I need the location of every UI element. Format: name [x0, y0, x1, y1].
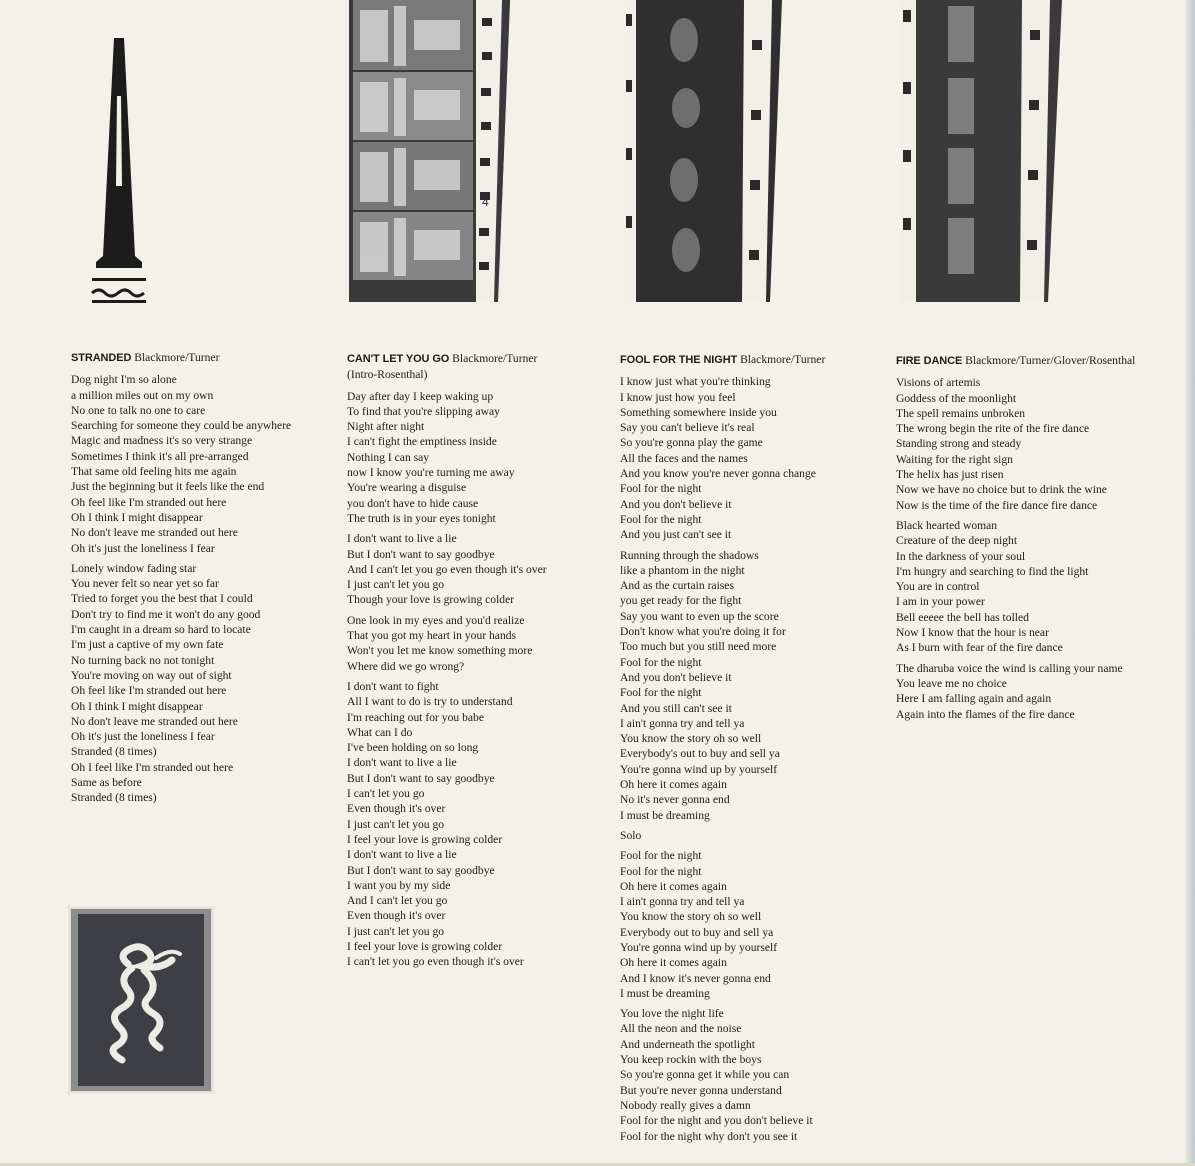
- lyric-line: I must be dreaming: [620, 808, 710, 822]
- film-strip-1: [346, 0, 510, 302]
- stanza: [620, 548, 860, 823]
- lyric-line: To find that you're slipping away: [347, 404, 500, 418]
- song-credits: Blackmore/Turner: [740, 353, 826, 366]
- lyric-line: Goddess of the moonlight: [896, 391, 1017, 405]
- lyric-line: Dog night I'm so alone: [71, 373, 177, 387]
- lyric-line: like a phantom in the night: [620, 563, 745, 577]
- lyric-line: You never felt so near yet so far: [71, 577, 219, 591]
- lyric-line: Even though it's over: [347, 909, 446, 923]
- lyrics-column-fire-dance: [896, 353, 1166, 727]
- lyric-line: Everybody's out to buy and sell ya: [620, 747, 780, 761]
- stanza: [347, 613, 587, 674]
- lyric-line: I feel your love is growing colder: [347, 939, 503, 953]
- lyric-line: I don't want to live a lie: [347, 848, 457, 862]
- lyric-line: That you got my heart in your hands: [347, 629, 517, 643]
- lyric-line: I feel your love is growing colder: [347, 832, 503, 846]
- song-title: FIRE DANCE: [896, 355, 963, 367]
- song-title: STRANDED: [71, 352, 132, 364]
- lyric-line: I don't want to live a lie: [347, 756, 457, 770]
- film-strip-2: [622, 0, 782, 302]
- lyric-line: What can I do: [347, 725, 413, 739]
- lyric-line: Won't you let me know something more: [347, 644, 533, 658]
- lyric-line: Say you want to even up the score: [620, 609, 779, 623]
- lyric-line: Don't try to find me it won't do any good: [71, 607, 261, 621]
- lyric-line: But I don't want to say goodbye: [347, 547, 495, 561]
- lyrics-body: [896, 375, 1166, 722]
- lyric-line: You leave me no choice: [896, 676, 1007, 690]
- lyric-line: You are in control: [896, 580, 980, 594]
- lyric-line: Say you can't believe it's real: [620, 421, 755, 435]
- lyric-line: You're moving on way out of sight: [71, 668, 232, 682]
- lyric-line: Oh it's just the loneliness I fear: [71, 541, 215, 555]
- lyric-line: Oh I feel like I'm stranded out here: [71, 760, 234, 774]
- lyric-line: And I can't let you go: [347, 894, 448, 908]
- lyric-line: You love the night life: [620, 1007, 724, 1021]
- lyric-line: Oh feel like I'm stranded out here: [71, 495, 227, 509]
- lyric-line: Stranded (8 times): [71, 745, 157, 759]
- lyric-line: One look in my eyes and you'd realize: [347, 613, 525, 627]
- lyric-line: I'm hungry and searching to find the light: [896, 564, 1089, 578]
- lyrics-column-fool-for-the-night: [620, 352, 860, 1149]
- song-title: CAN'T LET YOU GO: [347, 353, 450, 365]
- stanza: [620, 828, 860, 843]
- lyric-line: But I don't want to say goodbye: [347, 863, 495, 877]
- song-heading: [896, 353, 1166, 369]
- lyric-line: You know the story oh so well: [620, 732, 762, 746]
- lyric-line: And you still can't see it: [620, 701, 732, 715]
- lyric-line: As I burn with fear of the fire dance: [896, 641, 1063, 655]
- lyric-line: I just can't let you go: [347, 924, 445, 938]
- lyric-line: Night after night: [347, 420, 425, 434]
- sleeve-edge: [1185, 0, 1195, 1166]
- lyric-line: Oh I think I might disappear: [71, 510, 203, 524]
- lyric-line: No it's never gonna end: [620, 793, 730, 807]
- lyric-line: But you're never gonna understand: [620, 1083, 782, 1097]
- lyric-line: The truth is in your eyes tonight: [347, 511, 496, 525]
- lyric-line: Nothing I can say: [347, 450, 430, 464]
- stanza: [71, 561, 331, 806]
- lyric-line: a million miles out on my own: [71, 388, 214, 402]
- lyrics-body: [71, 372, 331, 805]
- film-strip-3: [898, 0, 1062, 302]
- lyric-line: you don't have to hide cause: [347, 496, 479, 510]
- lyric-line: I ain't gonna try and tell ya: [620, 895, 745, 909]
- lyric-line: Tried to forget you the best that I could: [71, 592, 253, 606]
- lyric-line: I can't fight the emptiness inside: [347, 435, 497, 449]
- lyric-line: The spell remains unbroken: [896, 406, 1026, 420]
- lyric-line: You're gonna wind up by yourself: [620, 940, 778, 954]
- lyric-line: Everybody out to buy and sell ya: [620, 925, 774, 939]
- lyric-line: Lonely window fading star: [71, 561, 197, 575]
- lyric-line: And as the curtain raises: [620, 579, 734, 593]
- lyric-line: I've been holding on so long: [347, 741, 479, 755]
- lyric-line: Oh here it comes again: [620, 778, 727, 792]
- lyric-line: Black hearted woman: [896, 518, 998, 532]
- stanza: [347, 389, 587, 527]
- lyric-line: I want you by my side: [347, 878, 451, 892]
- lyric-line: No turning back no not tonight: [71, 653, 215, 667]
- stanza: [896, 518, 1166, 656]
- lyric-line: So you're gonna play the game: [620, 436, 763, 450]
- lyric-line: And I know it's never gonna end: [620, 971, 771, 985]
- lyric-line: Visions of artemis: [896, 376, 981, 390]
- lyric-line: All I want to do is try to understand: [347, 695, 513, 709]
- film-frame-number: 4: [482, 195, 489, 209]
- lyric-line: I ain't gonna try and tell ya: [620, 716, 745, 730]
- lyric-line: You know the story oh so well: [620, 910, 762, 924]
- lyrics-column-cant-let-you-go: [347, 351, 587, 975]
- lyric-line: The dharuba voice the wind is calling your name: [896, 661, 1123, 675]
- lyric-line: All the neon and the noise: [620, 1022, 742, 1036]
- song-credits: Blackmore/Turner: [134, 351, 220, 364]
- lyric-line: The helix has just risen: [896, 468, 1004, 482]
- lyric-line: All the faces and the names: [620, 451, 748, 465]
- lyric-line: I can't let you go: [347, 787, 425, 801]
- lyric-line: Sometimes I think it's all pre-arranged: [71, 449, 249, 463]
- song-title: FOOL FOR THE NIGHT: [620, 354, 738, 366]
- lyric-line: The wrong begin the rite of the fire dance: [896, 422, 1090, 436]
- lyric-line: Standing strong and steady: [896, 437, 1022, 451]
- lyric-line: Something somewhere inside you: [620, 405, 777, 419]
- lyric-line: So you're gonna get it while you can: [620, 1068, 790, 1082]
- lyric-line: Here I am falling again and again: [896, 692, 1052, 706]
- stanza: [347, 531, 587, 607]
- lyric-line: Waiting for the right sign: [896, 452, 1013, 466]
- lyric-line: No one to talk no one to care: [71, 403, 206, 417]
- lyric-line: I know just what you're thinking: [620, 375, 771, 389]
- lyric-line: Fool for the night: [620, 655, 702, 669]
- lyric-line: No don't leave me stranded out here: [71, 526, 238, 540]
- lyric-line: Oh I think I might disappear: [71, 699, 203, 713]
- lyric-line: Don't know what you're doing it for: [620, 625, 786, 639]
- song-heading: [620, 352, 860, 368]
- lyric-line: And underneath the spotlight: [620, 1037, 755, 1051]
- lyric-line: I'm caught in a dream so hard to locate: [71, 623, 251, 637]
- lyric-line: Fool for the night: [620, 512, 702, 526]
- lyric-line: Fool for the night why don't you see it: [620, 1129, 798, 1143]
- stanza: [347, 679, 587, 970]
- lyric-line: Where did we go wrong?: [347, 659, 465, 673]
- lyric-line: Stranded (8 times): [71, 791, 157, 805]
- lyric-line: No don't leave me stranded out here: [71, 714, 238, 728]
- lyric-line: Fool for the night: [620, 482, 702, 496]
- song-credits: Blackmore/Turner: [452, 352, 538, 365]
- stanza: [896, 661, 1166, 722]
- lyric-line: But I don't want to say goodbye: [347, 771, 495, 785]
- lyric-line: I must be dreaming: [620, 986, 710, 1000]
- lyric-line: Same as before: [71, 776, 142, 790]
- lyric-line: Now I know that the hour is near: [896, 626, 1049, 640]
- lyric-line: You're gonna wind up by yourself: [620, 762, 778, 776]
- lyric-line: Searching for someone they could be anywhere: [71, 419, 292, 433]
- lyric-line: Even though it's over: [347, 802, 446, 816]
- lyric-line: Oh here it comes again: [620, 956, 727, 970]
- lyric-line: now I know you're turning me away: [347, 466, 515, 480]
- lyric-line: I know just how you feel: [620, 390, 736, 404]
- song-credits: Blackmore/Turner/Glover/Rosenthal: [965, 354, 1136, 367]
- lyric-line: Oh it's just the loneliness I fear: [71, 730, 215, 744]
- lyric-line: Fool for the night: [620, 686, 702, 700]
- lyric-line: And I can't let you go even though it's over: [347, 562, 547, 576]
- lyric-line: I can't let you go even though it's over: [347, 955, 524, 969]
- stanza: [71, 372, 331, 556]
- lyric-line: I don't want to live a lie: [347, 532, 457, 546]
- lyric-line: That same old feeling hits me again: [71, 465, 237, 479]
- lyric-line: Fool for the night: [620, 864, 702, 878]
- lyric-line: Bell eeeee the bell has tolled: [896, 610, 1029, 624]
- lyric-line: You're wearing a disguise: [347, 481, 467, 495]
- lyric-line: Fool for the night and you don't believe it: [620, 1114, 813, 1128]
- lyric-line: I'm just a captive of my own fate: [71, 638, 224, 652]
- lyric-line: Now we have no choice but to drink the wine: [896, 483, 1107, 497]
- lyric-line: In the darkness of your soul: [896, 549, 1026, 563]
- lyric-line: And you know you're never gonna change: [620, 467, 816, 481]
- stanza: [896, 375, 1166, 513]
- lyric-line: Too much but you still need more: [620, 640, 777, 654]
- lyric-line: Now is the time of the fire dance fire dance: [896, 498, 1098, 512]
- stanza: [620, 374, 860, 542]
- song-subtitle: (Intro-Rosenthal): [347, 368, 428, 382]
- lyric-line: Magic and madness it's so very strange: [71, 434, 253, 448]
- lyric-line: Though your love is growing colder: [347, 593, 515, 607]
- lyric-line: I am in your power: [896, 595, 985, 609]
- lyrics-column-stranded: [71, 350, 331, 811]
- lyric-line: Oh here it comes again: [620, 879, 727, 893]
- lyric-line: I just can't let you go: [347, 817, 445, 831]
- lyric-line: Solo: [620, 828, 642, 842]
- lyric-line: you get ready for the fight: [620, 594, 742, 608]
- lyric-line: I don't want to fight: [347, 679, 439, 693]
- lyric-line: Nobody really gives a damn: [620, 1098, 751, 1112]
- song-heading: [347, 351, 587, 383]
- stanza: [620, 848, 860, 1001]
- lyrics-body: [620, 374, 860, 1144]
- lyric-line: I'm reaching out for you babe: [347, 710, 484, 724]
- lyric-line: Running through the shadows: [620, 548, 759, 562]
- lyric-line: Creature of the deep night: [896, 534, 1018, 548]
- lyric-line: And you don't believe it: [620, 670, 732, 684]
- lyric-line: Fool for the night: [620, 849, 702, 863]
- lyric-line: Just the beginning but it feels like the end: [71, 480, 265, 494]
- stanza: [620, 1006, 860, 1144]
- lyric-line: Day after day I keep waking up: [347, 389, 494, 403]
- dancer-stamp-illustration: [66, 904, 216, 1096]
- lyric-line: Oh feel like I'm stranded out here: [71, 684, 227, 698]
- song-heading: [71, 350, 331, 366]
- lyric-line: Again into the flames of the fire dance: [896, 707, 1075, 721]
- lyric-line: And you just can't see it: [620, 528, 732, 542]
- lyrics-body: [347, 389, 587, 970]
- side-a-letter: [88, 36, 150, 306]
- lyric-line: I just can't let you go: [347, 578, 445, 592]
- lyric-line: And you don't believe it: [620, 497, 732, 511]
- lyric-line: You keep rockin with the boys: [620, 1053, 762, 1067]
